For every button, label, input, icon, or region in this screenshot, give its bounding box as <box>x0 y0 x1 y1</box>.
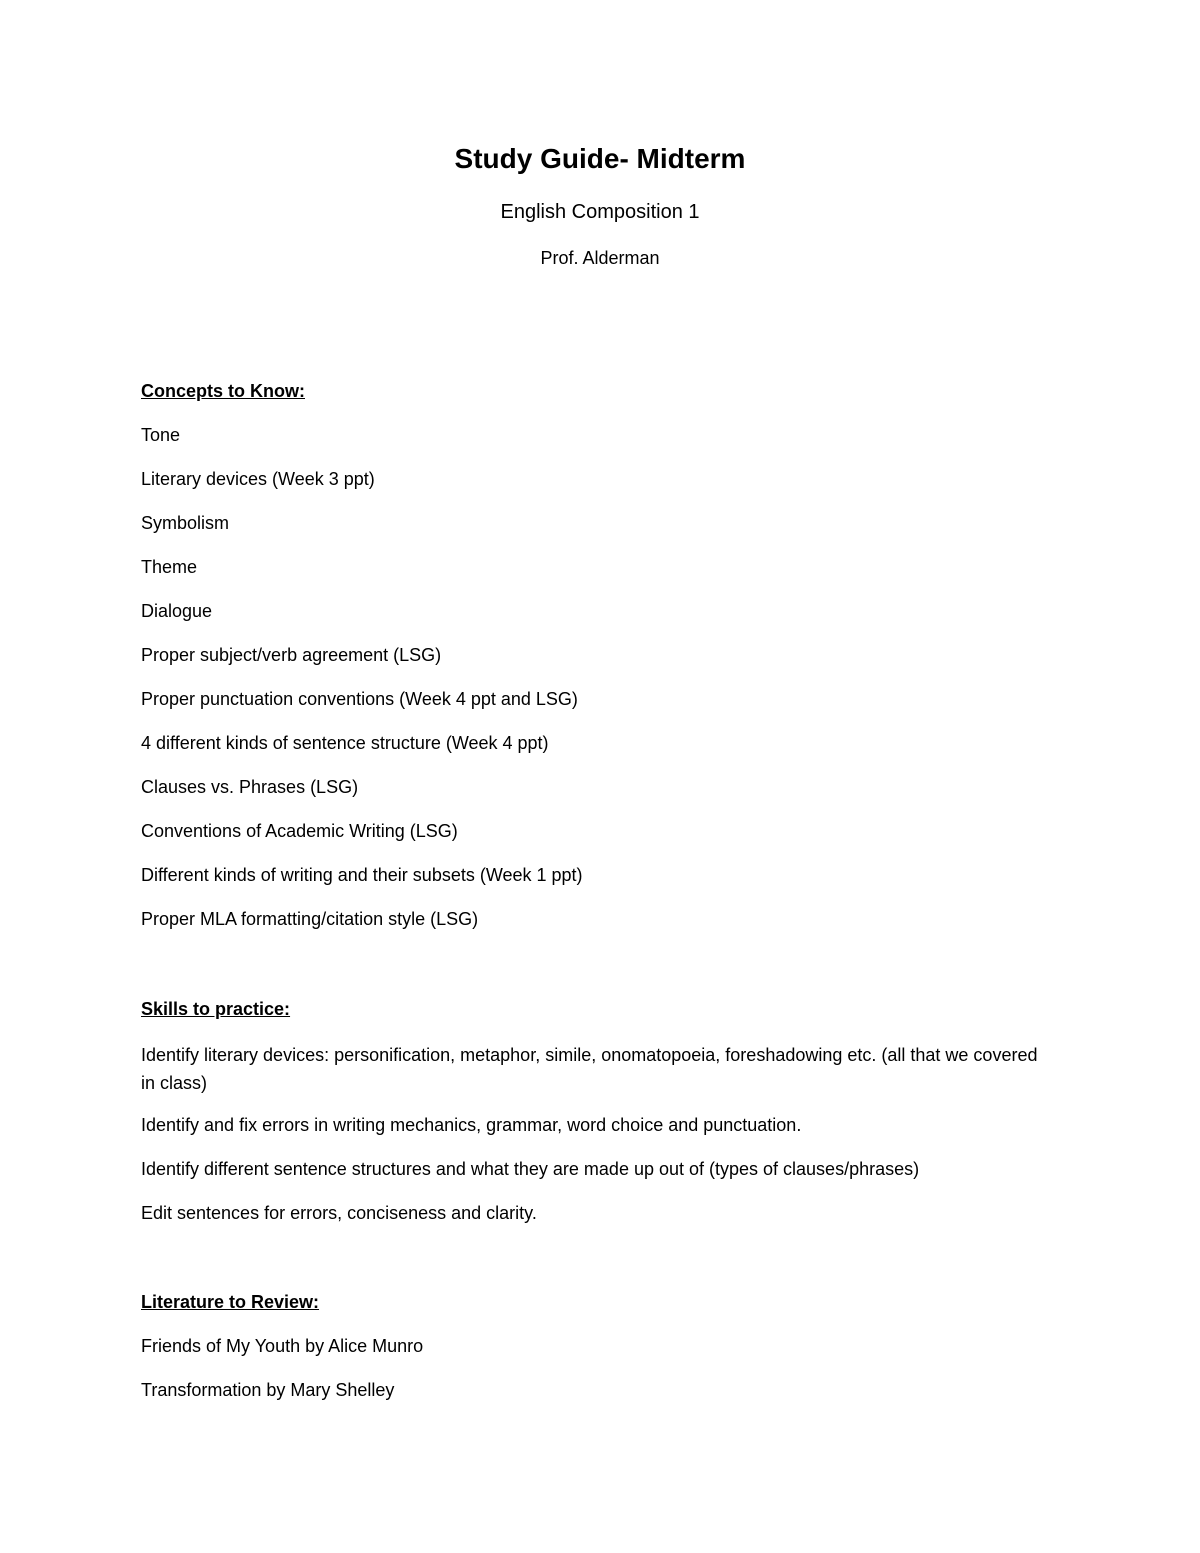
literature-item: Transformation by Mary Shelley <box>141 1380 395 1400</box>
literature-heading: Literature to Review: <box>141 1292 320 1312</box>
skills-heading: Skills to practice: <box>141 999 291 1019</box>
concept-item: Conventions of Academic Writing (LSG) <box>141 821 458 841</box>
concept-item: Clauses vs. Phrases (LSG) <box>141 777 359 797</box>
concept-item: Proper punctuation conventions (Week 4 ppt and LSG) <box>141 689 578 709</box>
skill-item: Identify literary devices: personification, metaphor, simile, onomatopoeia, foreshadowing etc. (all that we covered in class) <box>141 1045 1038 1093</box>
concept-item: Different kinds of writing and their subsets (Week 1 ppt) <box>141 865 583 885</box>
concept-item: Proper MLA formatting/citation style (LSG) <box>141 909 479 929</box>
skills-section <box>141 997 1061 1245</box>
concept-item: Tone <box>141 425 181 445</box>
concept-item: Theme <box>141 557 198 577</box>
skill-item: Identify and fix errors in writing mechanics, grammar, word choice and punctuation. <box>141 1115 802 1135</box>
concept-item: Symbolism <box>141 513 230 533</box>
concept-item: Proper subject/verb agreement (LSG) <box>141 645 442 665</box>
concepts-section <box>141 379 1061 951</box>
professor-name: Prof. Alderman <box>540 248 660 268</box>
concept-item: Dialogue <box>141 601 213 621</box>
skill-item: Identify different sentence structures and what they are made up out of (types of clauses/phrases) <box>141 1159 920 1179</box>
document-title: Study Guide- Midterm <box>454 143 746 174</box>
literature-item: Friends of My Youth by Alice Munro <box>141 1336 424 1356</box>
literature-section <box>141 1290 1061 1422</box>
concepts-heading: Concepts to Know: <box>141 381 305 401</box>
concept-item: 4 different kinds of sentence structure (Week 4 ppt) <box>141 733 549 753</box>
concept-item: Literary devices (Week 3 ppt) <box>141 469 375 489</box>
skill-item: Edit sentences for errors, conciseness and clarity. <box>141 1203 537 1223</box>
course-name: English Composition 1 <box>500 201 700 223</box>
